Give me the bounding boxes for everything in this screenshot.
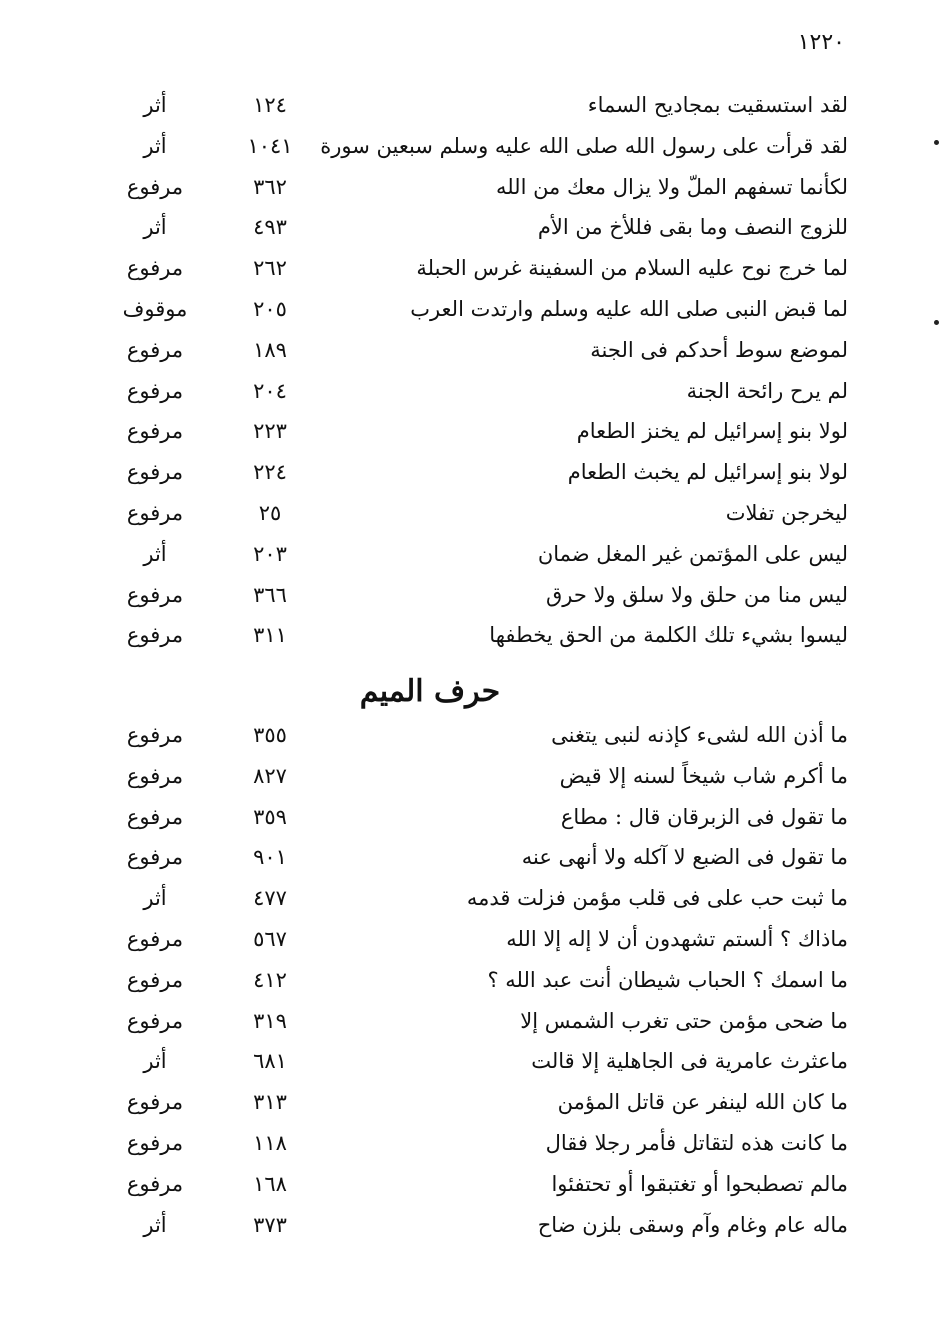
entry-number: ٦٨١ <box>253 1049 287 1074</box>
entry-text: ما كان الله لينفر عن قاتل المؤمن <box>557 1090 848 1115</box>
index-entry <box>0 1164 940 1204</box>
index-entry <box>0 1123 940 1163</box>
entry-text: لولا بنو إسرائيل لم يخنز الطعام <box>576 419 848 444</box>
index-entry <box>0 1001 940 1041</box>
index-entry <box>0 878 940 918</box>
entry-grade: مرفوع <box>126 763 184 788</box>
entry-number: ١١٨ <box>253 1131 287 1155</box>
entry-number: ٣١٣ <box>253 1090 287 1115</box>
entry-text: ماله عام وغام وآم وسقى بلزن ضاح <box>537 1212 848 1237</box>
entry-grade: أثر <box>143 541 167 566</box>
entry-number: ١٦٨ <box>253 1171 287 1196</box>
entry-number: ١٢٤ <box>253 93 287 117</box>
entry-grade: أثر <box>143 1049 167 1074</box>
entry-number: ٤١٢ <box>253 967 287 992</box>
entry-grade: مرفوع <box>126 1090 184 1115</box>
index-entry <box>0 167 940 207</box>
entry-text: لولا بنو إسرائيل لم يخبث الطعام <box>567 460 848 485</box>
entry-text: لموضع سوط أحدكم فى الجنة <box>590 337 848 362</box>
entry-text: ليخرجن تفلات <box>725 501 848 525</box>
entry-grade: أثر <box>143 93 167 117</box>
entry-grade: مرفوع <box>126 460 184 485</box>
entry-grade: مرفوع <box>126 256 184 281</box>
index-entry <box>0 289 940 329</box>
entry-grade: مرفوع <box>126 804 184 829</box>
entry-text: ليس على المؤتمن غير المغل ضمان <box>537 541 848 566</box>
entry-number: ٣١١ <box>253 623 287 648</box>
entry-number: ٣٥٥ <box>253 723 287 747</box>
index-entry <box>0 534 940 574</box>
entry-number: ٣٧٣ <box>253 1212 287 1237</box>
entry-grade: مرفوع <box>126 967 184 992</box>
entry-number: ١٠٤١ <box>247 133 293 158</box>
entry-grade: مرفوع <box>126 927 184 951</box>
entry-text: ليسوا بشيء تلك الكلمة من الحق يخطفها <box>489 623 848 648</box>
entry-number: ٣١٩ <box>253 1008 287 1033</box>
entry-grade: مرفوع <box>126 337 184 362</box>
entry-grade: أثر <box>143 886 167 911</box>
index-entry <box>0 837 940 877</box>
entry-number: ٢٠٣ <box>253 541 287 566</box>
index-entry <box>0 411 940 451</box>
entry-grade: مرفوع <box>126 1008 184 1033</box>
entry-text: ما تقول فى الزبرقان قال : مطاع <box>560 804 848 829</box>
index-entry <box>0 371 940 411</box>
entry-grade: موقوف <box>122 297 188 321</box>
index-entry <box>0 919 940 959</box>
entry-text: للزوج النصف وما بقى فللأخ من الأم <box>537 215 848 240</box>
entry-grade: أثر <box>143 215 167 240</box>
index-entry <box>0 715 940 755</box>
entry-text: ما اسمك ؟ الحباب شيطان أنت عبد الله ؟ <box>487 967 848 992</box>
margin-mark <box>934 320 939 325</box>
entry-grade: مرفوع <box>126 723 184 747</box>
entry-number: ١٨٩ <box>253 337 287 362</box>
index-entry <box>0 493 940 533</box>
entry-text: لم يرح رائحة الجنة <box>686 378 848 403</box>
entry-text: لكأنما تسفهم الملّ ولا يزال معك من الله <box>495 174 848 199</box>
index-entry <box>0 330 940 370</box>
entry-text: لقد قرأت على رسول الله صلى الله عليه وسلم سبعين سورة <box>320 133 848 158</box>
entry-grade: أثر <box>143 1212 167 1237</box>
index-entry <box>0 960 940 1000</box>
page-number: ١٢٢٠ <box>797 30 845 55</box>
entry-number: ٩٠١ <box>253 845 287 870</box>
entry-text: مالم تصطبحوا أو تغتبقوا أو تحتفئوا <box>551 1171 848 1196</box>
entry-number: ٣٦٦ <box>253 582 287 607</box>
entry-number: ٢٢٣ <box>253 419 287 444</box>
entry-text: ما تقول فى الضبع لا آكله ولا أنهى عنه <box>521 845 848 870</box>
entry-number: ٥٦٧ <box>253 927 287 951</box>
entry-text: لقد استسقيت بمجاديح السماء <box>587 93 848 117</box>
entry-text: ما أكرم شاب شيخاً لسنه إلا قيض <box>559 763 848 788</box>
index-entry <box>0 126 940 166</box>
entry-number: ٢٠٥ <box>253 297 287 321</box>
entry-grade: أثر <box>143 133 167 158</box>
entry-grade: مرفوع <box>126 419 184 444</box>
index-entry <box>0 575 940 615</box>
entry-number: ٣٦٢ <box>253 174 287 199</box>
margin-mark <box>934 140 939 145</box>
entry-number: ٤٩٣ <box>253 215 287 240</box>
index-entry <box>0 1082 940 1122</box>
index-entry <box>0 615 940 655</box>
entry-number: ٤٧٧ <box>253 886 287 911</box>
entry-number: ٢٥ <box>258 501 282 525</box>
entry-text: ماعثرث عامرية فى الجاهلية إلا قالت <box>531 1049 848 1074</box>
entry-grade: مرفوع <box>126 378 184 403</box>
entry-number: ٨٢٧ <box>253 763 287 788</box>
index-entry <box>0 797 940 837</box>
entry-grade: مرفوع <box>126 845 184 870</box>
entry-text: ما كانت هذه لتقاتل فأمر رجلا فقال <box>545 1131 848 1155</box>
entry-grade: مرفوع <box>126 174 184 199</box>
entry-number: ٢٠٤ <box>253 378 287 403</box>
entry-text: ما ثبت حب على فى قلب مؤمن فزلت قدمه <box>466 886 848 911</box>
entry-text: ما أذن الله لشىء كإذنه لنبى يتغنى <box>551 723 848 747</box>
index-entry <box>0 756 940 796</box>
entry-text: لما خرج نوح عليه السلام من السفينة غرس الحبلة <box>416 256 848 281</box>
entry-text: ما ضحى مؤمن حتى تغرب الشمس إلا <box>520 1008 848 1033</box>
entry-grade: مرفوع <box>126 501 184 525</box>
index-entry <box>0 85 940 125</box>
index-entry <box>0 452 940 492</box>
index-entry <box>0 248 940 288</box>
entry-grade: مرفوع <box>126 582 184 607</box>
index-entry <box>0 1041 940 1081</box>
entry-grade: مرفوع <box>126 1171 184 1196</box>
entry-grade: مرفوع <box>126 623 184 648</box>
entry-text: ليس منا من حلق ولا سلق ولا حرق <box>545 582 848 607</box>
entry-number: ٢٦٢ <box>253 256 287 281</box>
entry-text: ماذاك ؟ ألستم تشهدون أن لا إله إلا الله <box>506 927 848 951</box>
entry-number: ٣٥٩ <box>253 804 287 829</box>
index-entry <box>0 1205 940 1245</box>
index-entry <box>0 207 940 247</box>
entry-text: لما قبض النبى صلى الله عليه وسلم وارتدت العرب <box>410 297 848 321</box>
section-heading: حرف الميم <box>359 674 501 709</box>
entry-grade: مرفوع <box>126 1131 184 1155</box>
entry-number: ٢٢٤ <box>253 460 287 485</box>
